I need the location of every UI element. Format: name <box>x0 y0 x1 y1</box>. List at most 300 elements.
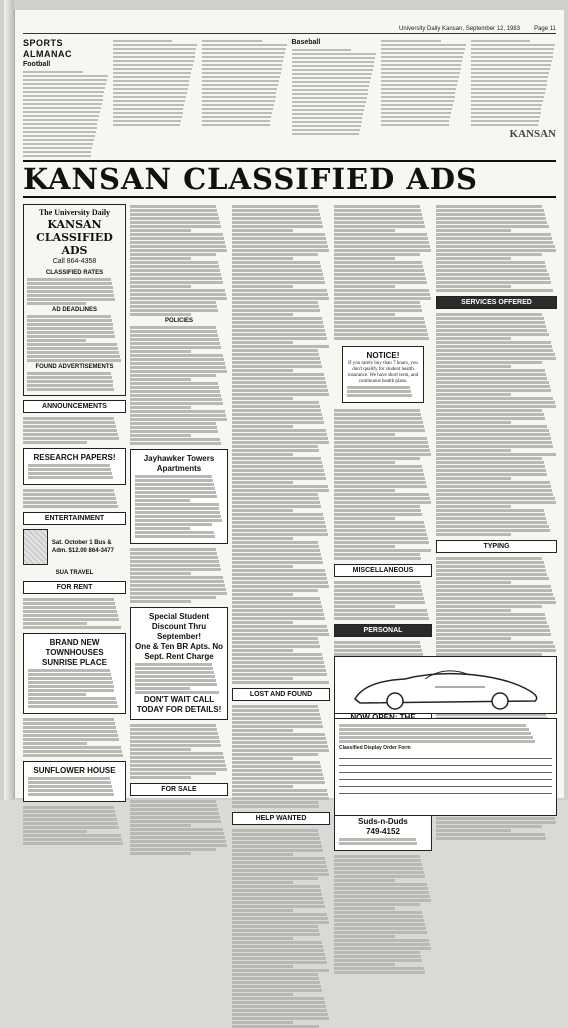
fine-print-line <box>130 768 227 771</box>
fine-print-line <box>232 457 321 460</box>
standings-line <box>202 124 270 126</box>
fine-print-line <box>130 848 216 851</box>
fine-print-line <box>334 417 422 420</box>
fine-print-line <box>130 378 191 381</box>
fine-print-line <box>232 877 318 880</box>
fine-print-line <box>334 867 423 870</box>
fine-print-line <box>334 959 422 962</box>
fine-print-line <box>130 740 220 743</box>
standings-line <box>113 88 188 90</box>
fine-print-line <box>130 277 222 280</box>
fine-print-line <box>436 409 542 412</box>
fine-print-line <box>232 265 321 268</box>
fine-print-line <box>27 335 115 338</box>
fine-print-line <box>130 225 221 228</box>
standings-line <box>471 120 539 122</box>
fine-print-line <box>232 589 318 592</box>
fine-print-line <box>232 909 293 912</box>
fine-print-line <box>232 525 326 528</box>
fine-print-line <box>130 724 216 727</box>
fine-print-line <box>436 585 551 588</box>
standings-line <box>471 88 546 90</box>
standings-line <box>471 52 554 54</box>
brand-new-title: BRAND NEW TOWNHOUSES <box>45 638 104 657</box>
fine-print-line <box>130 552 217 555</box>
form-line[interactable] <box>339 754 552 759</box>
standings-text <box>23 71 109 157</box>
fine-print-line <box>232 241 327 244</box>
fine-print-line <box>436 817 555 820</box>
fine-print-line <box>23 842 123 845</box>
fine-print-line <box>130 776 191 779</box>
fine-print-line <box>130 410 225 413</box>
standings-line <box>292 97 367 99</box>
standings-line <box>202 60 283 62</box>
fine-print-line <box>334 859 421 862</box>
col2-top-text <box>130 205 228 316</box>
fine-print-line <box>232 849 323 852</box>
fine-print-line <box>232 893 322 896</box>
fine-print-line <box>232 409 321 412</box>
standings-line <box>471 68 551 70</box>
policies-title: POLICIES <box>164 318 193 324</box>
fine-print-line <box>436 257 511 260</box>
fine-print-line <box>334 943 430 946</box>
fine-print-line <box>436 617 546 620</box>
fine-print-line <box>334 221 424 224</box>
fine-print-line <box>28 476 113 479</box>
fine-print-line <box>334 241 429 244</box>
fine-print-line <box>28 689 114 692</box>
fine-print-line <box>436 365 511 368</box>
fine-print-line <box>232 793 328 796</box>
fine-print-line <box>232 373 324 376</box>
fine-print-line <box>27 278 111 281</box>
fine-print-line <box>232 973 318 976</box>
standings-line <box>113 64 193 66</box>
fine-print-line <box>436 505 511 508</box>
order-form-title: Classified Display Order Form <box>339 745 411 751</box>
standings-line <box>471 44 556 46</box>
fine-print-line <box>130 800 216 803</box>
fine-print-line <box>436 565 545 568</box>
fine-print-line <box>130 386 219 389</box>
fine-print-line <box>232 777 324 780</box>
fine-print-line <box>334 497 430 500</box>
fine-print-line <box>232 733 325 736</box>
standings-line <box>113 84 189 86</box>
fine-print-line <box>23 497 116 500</box>
fine-print-line <box>28 705 118 708</box>
fine-print-line <box>23 618 119 621</box>
sports-col-1 <box>23 38 109 158</box>
fine-print-line <box>130 832 224 835</box>
fine-print-line <box>130 293 226 296</box>
fine-print-line <box>334 871 424 874</box>
fine-print-line <box>334 613 428 616</box>
newspaper-page <box>14 10 564 836</box>
fine-print-line <box>23 489 114 492</box>
order-form <box>334 718 557 816</box>
fine-print-line <box>232 913 327 916</box>
misc-text <box>23 489 126 508</box>
car-illustration <box>334 656 557 714</box>
fine-print-line <box>28 793 114 796</box>
fine-print-line <box>232 413 322 416</box>
fine-print-line <box>334 493 429 496</box>
fine-print-line <box>28 701 117 704</box>
fine-print-line <box>334 533 427 536</box>
col4-mid-text <box>334 409 432 560</box>
col2-lower-text <box>130 724 228 779</box>
fine-print-line <box>436 605 542 608</box>
fine-print-line <box>436 597 555 600</box>
fine-print-line <box>130 346 221 349</box>
sua-travel: SUA TRAVEL <box>55 570 94 576</box>
announcements-heading: ANNOUNCEMENTS <box>23 400 126 413</box>
fine-print-line <box>23 726 116 729</box>
column-2 <box>130 204 228 792</box>
fine-print-line <box>232 797 329 800</box>
fine-print-line <box>334 269 424 272</box>
fine-print-line <box>347 390 411 393</box>
standings-line <box>23 123 97 125</box>
fine-print-line <box>232 597 320 600</box>
fine-print-line <box>232 545 319 548</box>
fine-print-line <box>436 441 552 444</box>
standings-line <box>292 113 364 115</box>
standings-line <box>292 121 362 123</box>
fine-print-line <box>130 748 191 751</box>
fine-print-line <box>27 388 114 391</box>
fine-print-line <box>130 305 217 308</box>
fine-print-line <box>334 485 427 488</box>
fine-print-line <box>23 822 118 825</box>
fine-print-line <box>232 981 320 984</box>
fine-print-line <box>130 418 227 421</box>
standings-line <box>202 116 271 118</box>
fine-print-line <box>334 245 430 248</box>
fine-print-line <box>334 509 421 512</box>
notice-contact <box>347 386 419 397</box>
form-line[interactable] <box>339 761 552 766</box>
fine-print-line <box>232 857 325 860</box>
notice-box <box>342 346 424 403</box>
fine-print-line <box>232 569 325 572</box>
fine-print-line <box>232 629 328 632</box>
standings-line <box>113 120 181 122</box>
fine-print-line <box>436 317 544 320</box>
fine-print-line <box>232 945 323 948</box>
fine-print-line <box>130 265 219 268</box>
standings-line <box>202 104 274 106</box>
fine-print-line <box>232 353 319 356</box>
fine-print-line <box>436 429 549 432</box>
standings-text <box>381 40 467 126</box>
fine-print-line <box>27 372 111 375</box>
fine-print-line <box>334 931 427 934</box>
fine-print-line <box>23 830 87 833</box>
fine-print-line <box>334 205 420 208</box>
fine-print-line <box>436 493 553 496</box>
fine-print-line <box>232 449 319 452</box>
fine-print-line <box>436 401 555 404</box>
standings-line <box>23 103 102 105</box>
special-student-title: Special Student Discount Thru September! <box>148 612 209 641</box>
fine-print-line <box>130 728 217 731</box>
sports-almanac-band <box>23 38 556 158</box>
fine-print-line <box>135 531 214 534</box>
fine-print-line <box>27 315 111 318</box>
fine-print-line <box>232 357 320 360</box>
fine-print-line <box>232 277 324 280</box>
fine-print-line <box>232 957 326 960</box>
fine-print-line <box>130 816 220 819</box>
fine-print-line <box>334 421 423 424</box>
fine-print-line <box>436 513 545 516</box>
fine-print-line <box>130 828 223 831</box>
standings-line <box>381 100 454 102</box>
fine-print-line <box>232 585 329 588</box>
fine-print-line <box>232 837 320 840</box>
standings-line <box>113 52 196 54</box>
typing-heading: TYPING <box>436 540 557 553</box>
standings-line <box>113 108 184 110</box>
fine-print-line <box>232 253 318 256</box>
sunflower-house-ad <box>23 761 126 802</box>
fine-print-line <box>436 357 556 360</box>
fine-print-line <box>232 565 293 568</box>
standings-line <box>113 56 195 58</box>
for-rent-text <box>23 598 126 629</box>
standings-line <box>23 115 99 117</box>
fine-print-line <box>232 401 319 404</box>
sports-almanac-title: SPORTS ALMANAC <box>23 38 72 59</box>
fine-print-line <box>130 760 225 763</box>
fine-print-line <box>130 313 191 316</box>
fine-print-line <box>130 253 216 256</box>
townhouses-ad <box>23 633 126 714</box>
fine-print-line <box>334 501 431 504</box>
fine-print-line <box>334 437 427 440</box>
standings-line <box>113 48 197 50</box>
page-header <box>23 24 556 34</box>
standings-line <box>471 124 539 126</box>
fine-print-line <box>334 317 424 320</box>
fine-print-line <box>23 838 122 841</box>
standings-line <box>23 119 98 121</box>
fine-print-line <box>334 457 420 460</box>
sports-col-4 <box>292 38 378 158</box>
fine-print-line <box>436 377 547 380</box>
fine-print-line <box>232 665 325 668</box>
fine-print-line <box>334 329 427 332</box>
fine-print-line <box>130 732 218 735</box>
fine-print-line <box>347 386 410 389</box>
entertainment-heading: ENTERTAINMENT <box>23 512 126 525</box>
standings-line <box>113 100 186 102</box>
standings-line <box>381 120 449 122</box>
fine-print-line <box>232 925 318 928</box>
fine-print-line <box>23 501 117 504</box>
fine-print-line <box>232 561 323 564</box>
fine-print-line <box>436 253 542 256</box>
col4-bottom-text <box>334 855 432 974</box>
fine-print-line <box>27 331 114 334</box>
fine-print-line <box>436 205 542 208</box>
standings-line <box>381 56 463 58</box>
fine-print-line <box>130 840 226 843</box>
fine-print-line <box>232 933 320 936</box>
fine-print-line <box>436 529 550 532</box>
fine-print-line <box>436 517 546 520</box>
fine-print-line <box>436 217 546 220</box>
fine-print-line <box>23 814 116 817</box>
fine-print-line <box>135 511 220 514</box>
fine-print-line <box>130 366 226 369</box>
fine-print-line <box>232 289 327 292</box>
fine-print-line <box>232 721 322 724</box>
fine-print-line <box>232 853 293 856</box>
fine-print-line <box>436 325 546 328</box>
lost-found-heading: LOST AND FOUND <box>232 688 330 701</box>
standings-line <box>471 100 544 102</box>
fine-print-line <box>334 967 424 970</box>
standings-line <box>202 92 276 94</box>
for-sale-text <box>130 800 228 855</box>
fine-print-line <box>232 741 327 744</box>
fine-print-line <box>436 641 553 644</box>
fine-print-line <box>27 298 115 301</box>
standings-line <box>292 61 375 63</box>
form-line[interactable] <box>339 782 552 787</box>
form-line[interactable] <box>339 789 552 794</box>
fine-print-line <box>130 390 220 393</box>
fine-print-line <box>436 265 546 268</box>
fine-print-line <box>334 525 425 528</box>
fine-print-line <box>130 808 218 811</box>
standings-line <box>381 108 452 110</box>
fine-print-line <box>334 277 426 280</box>
fine-print-line <box>232 873 329 876</box>
fine-print-line <box>334 489 395 492</box>
fine-print-line <box>436 389 551 392</box>
fine-print-line <box>232 489 329 492</box>
standings-line <box>292 49 352 51</box>
fine-print-line <box>232 977 319 980</box>
fine-print-line <box>130 354 223 357</box>
standings-line <box>23 143 93 145</box>
fine-print-line <box>334 951 420 954</box>
fine-print-line <box>130 350 191 353</box>
standings-line <box>113 104 185 106</box>
fine-print-line <box>232 249 329 252</box>
fine-print-line <box>232 433 327 436</box>
fine-print-line <box>130 374 216 377</box>
fine-print-line <box>130 257 191 260</box>
fine-print-line <box>334 425 424 428</box>
fine-print-line <box>23 598 114 601</box>
fine-print-line <box>436 269 547 272</box>
standings-line <box>113 92 187 94</box>
fine-print-line <box>232 481 293 484</box>
fine-print-line <box>232 573 326 576</box>
fine-print-line <box>232 385 327 388</box>
fine-print-line <box>232 473 325 476</box>
fine-print-line <box>28 472 112 475</box>
standings-line <box>381 88 456 90</box>
fine-print-line <box>232 205 318 208</box>
fine-print-line <box>334 609 427 612</box>
suds-title: Suds-n-Duds <box>358 817 408 826</box>
fine-print-line <box>334 297 431 300</box>
standings-line <box>471 60 552 62</box>
fine-print-line <box>232 905 325 908</box>
fine-print-line <box>436 457 542 460</box>
fine-print-line <box>135 671 214 674</box>
fine-print-line <box>436 837 546 840</box>
fine-print-line <box>135 679 216 682</box>
special-student-text <box>135 663 223 694</box>
fine-print-line <box>334 955 421 958</box>
jayhawker-text <box>135 475 223 538</box>
fine-print-line <box>232 625 327 628</box>
standings-line <box>381 76 459 78</box>
fine-print-line <box>334 477 425 480</box>
miscellaneous-heading: MISCELLANEOUS <box>334 564 432 577</box>
standings-line <box>292 109 365 111</box>
fine-print-line <box>436 577 549 580</box>
fine-print-line <box>232 389 328 392</box>
special-student-ad <box>130 607 228 720</box>
form-line[interactable] <box>339 768 552 773</box>
fine-print-line <box>232 257 293 260</box>
fine-print-line <box>334 891 429 894</box>
fine-print-line <box>232 781 325 784</box>
fine-print-line <box>232 469 324 472</box>
standings-text <box>113 40 199 126</box>
standings-line <box>23 75 108 77</box>
column-3 <box>232 204 330 822</box>
fine-print-line <box>436 373 546 376</box>
fine-print-line <box>232 541 318 544</box>
fine-print-line <box>232 637 318 640</box>
fine-print-line <box>232 769 322 772</box>
fine-print-line <box>130 330 217 333</box>
sunrise-place-title: SUNRISE PLACE <box>42 658 107 667</box>
fine-print-line <box>23 437 119 440</box>
fine-print-line <box>232 613 324 616</box>
fine-print-line <box>130 309 218 312</box>
standings-line <box>113 116 182 118</box>
fine-print-line <box>436 289 553 292</box>
form-line[interactable] <box>339 775 552 780</box>
fine-print-line <box>135 675 215 678</box>
fine-print-line <box>334 209 421 212</box>
fine-print-line <box>232 417 323 420</box>
fine-print-line <box>28 697 116 700</box>
fine-print-line <box>334 289 429 292</box>
fine-print-line <box>232 313 293 316</box>
fine-print-line <box>334 879 395 882</box>
fine-print-line <box>135 663 212 666</box>
fine-print-line <box>232 293 328 296</box>
sept-deal: One & Ten BR Apts. No Sept. Rent Charge <box>135 642 223 661</box>
fine-print-line <box>436 477 511 480</box>
fine-print-line <box>334 907 395 910</box>
fine-print-line <box>23 417 114 420</box>
fine-print-line <box>130 229 191 232</box>
